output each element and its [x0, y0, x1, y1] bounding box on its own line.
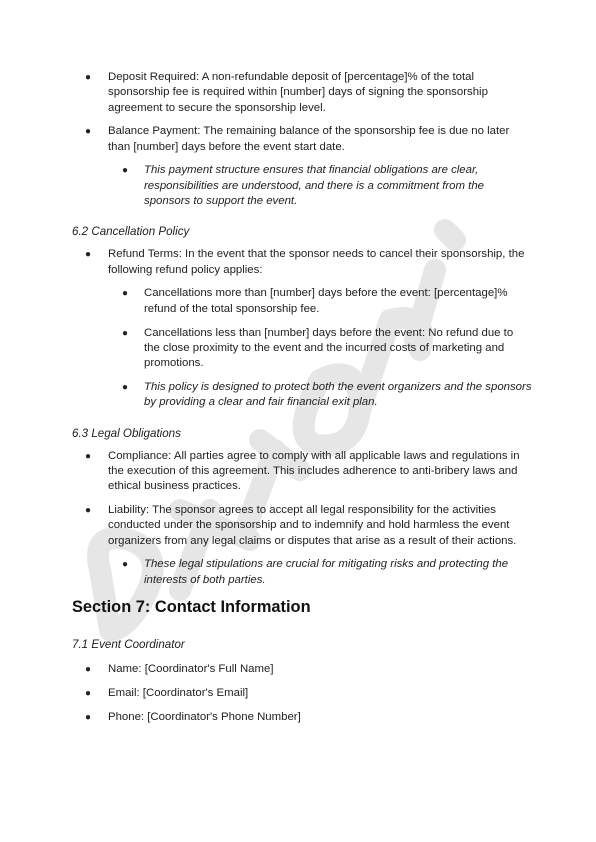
cancellation-note: This policy is designed to protect both the event organizers and the sponsors by providing a clear and fair financial exit plan.	[144, 380, 532, 409]
cancellation-list	[72, 247, 532, 410]
bullet: ●	[122, 381, 129, 393]
bullet: ●	[85, 126, 92, 138]
document-body	[72, 70, 532, 733]
balance-text: Balance Payment: The remaining balance of the sponsorship fee is due no later than [number] days before the event start date.	[108, 125, 510, 153]
bullet: ●	[85, 72, 92, 83]
bullet: ●	[85, 663, 92, 675]
refund-more-than-text: Cancellations more than [number] days before the event: [percentage]% refund of the total sponsorship fee.	[144, 287, 508, 315]
refund-less-than-text: Cancellations less than [number] days before the event: No refund due to the close proximity to the event and the incurred costs of marketing and promotions.	[144, 326, 514, 370]
list-item	[72, 380, 532, 411]
coordinator-name: Name: [Coordinator's Full Name]	[108, 662, 274, 675]
list-item	[72, 449, 532, 495]
bullet: ●	[85, 687, 92, 699]
bullet: ●	[85, 504, 92, 516]
bullet: ●	[85, 450, 92, 462]
bullet: ●	[122, 165, 129, 177]
bullet: ●	[122, 288, 129, 300]
list-item	[72, 662, 532, 677]
deposit-text: Deposit Required: A non-refundable deposit of [percentage]% of the total sponsorship fee is required within [number] days of signing the sponsorship agreement to secure the sponsorship level.	[108, 71, 488, 114]
list-item	[72, 286, 532, 317]
legal-note: These legal stipulations are crucial for mitigating risks and protecting the interests of both parties.	[144, 558, 509, 586]
payment-list	[72, 70, 532, 209]
contact-list	[72, 662, 532, 725]
legal-heading: 6.3 Legal Obligations	[72, 426, 181, 440]
bullet: ●	[122, 559, 129, 571]
liability-text: Liability: The sponsor agrees to accept all legal responsibility for the activities conducted under the sponsorship and to indemnify and hold harmless the event organizers from any legal claims or disputes that arise as a result of their actions.	[108, 503, 517, 547]
coordinator-phone: Phone: [Coordinator's Phone Number]	[108, 710, 301, 723]
refund-terms-text: Refund Terms: In the event that the sponsor needs to cancel their sponsorship, the following refund policy applies:	[108, 248, 525, 276]
bullet: ●	[122, 327, 129, 339]
section-title: Section 7: Contact Information	[72, 597, 311, 616]
bullet: ●	[85, 249, 92, 261]
list-item	[72, 710, 532, 725]
compliance-text: Compliance: All parties agree to comply with all applicable laws and regulations in the execution of this agreement. This includes adherence to anti-bribery laws and ethical business practices.	[108, 449, 520, 493]
list-item	[72, 503, 532, 549]
payment-note: This payment structure ensures that financial obligations are clear, responsibilities are understood, and there is a commitment from the sponsors to support the event.	[144, 164, 484, 208]
cancellation-heading: 6.2 Cancellation Policy	[72, 225, 190, 239]
list-item	[72, 70, 532, 116]
list-item	[72, 247, 532, 278]
coordinator-heading: 7.1 Event Coordinator	[72, 637, 185, 651]
coordinator-email: Email: [Coordinator's Email]	[108, 686, 249, 699]
list-item	[72, 326, 532, 372]
list-item	[72, 557, 532, 588]
list-item	[72, 163, 532, 209]
legal-list	[72, 449, 532, 588]
bullet: ●	[85, 711, 92, 723]
list-item	[72, 686, 532, 701]
list-item	[72, 124, 532, 155]
